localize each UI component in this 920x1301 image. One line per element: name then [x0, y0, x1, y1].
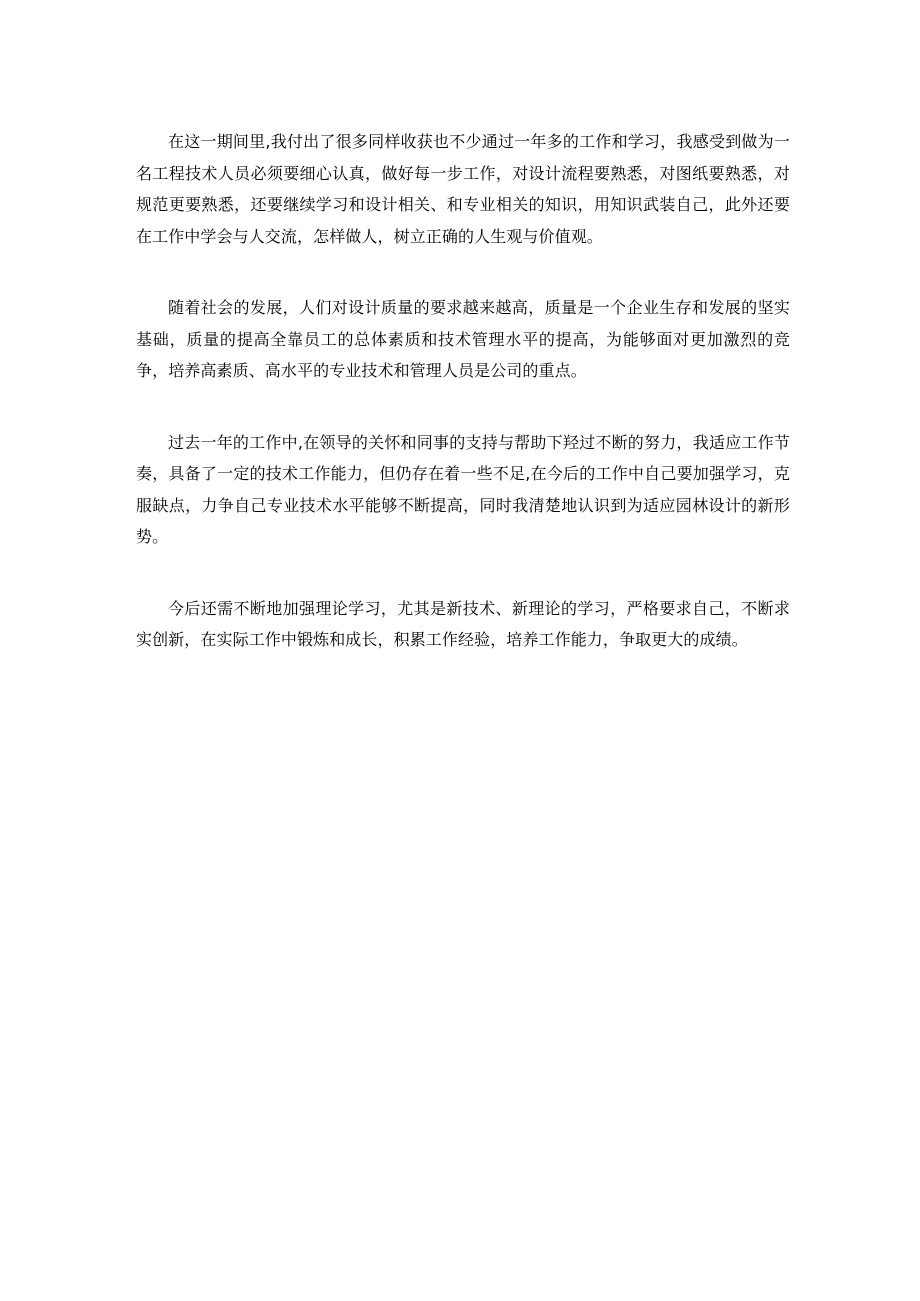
- paragraph-4: 今后还需不断地加强理论学习，尤其是新技术、新理论的学习，严格要求自己，不断求实创新，在实际工作中锻炼和成长，积累工作经验，培养工作能力，争取更大的成绩。: [136, 598, 790, 649]
- paragraph-2: 随着社会的发展，人们对设计质量的要求越来越高，质量是一个企业生存和发展的坚实基础，质量的提高全靠员工的总体素质和技术管理水平的提高，为能够面对更加激烈的竞争，培养高素质、高水平的专业技术和管理人员是公司的重点。: [136, 298, 790, 380]
- paragraph-1: 在这一期间里,我付出了很多同样收获也不少通过一年多的工作和学习，我感受到做为一名工程技术人员必须要细心认真，做好每一步工作，对设计流程要熟悉，对图纸要熟悉，对规范更要熟悉，还要继续学习和设计相关、和专业相关的知识，用知识武装自己，此外还要在工作中学会与人交流，怎样做人，树立正确的人生观与价值观。: [136, 132, 790, 246]
- document-body: [136, 126, 790, 696]
- paragraph-3: 过去一年的工作中,在领导的关怀和同事的支持与帮助下羟过不断的努力，我适应工作节奏，具备了一定的技术工作能力，但仍存在着一些不足,在今后的工作中自己要加强学习，克服缺点，力争自己专业技术水平能够不断提高，同时我清楚地认识到为适应园林设计的新形势。: [136, 432, 790, 546]
